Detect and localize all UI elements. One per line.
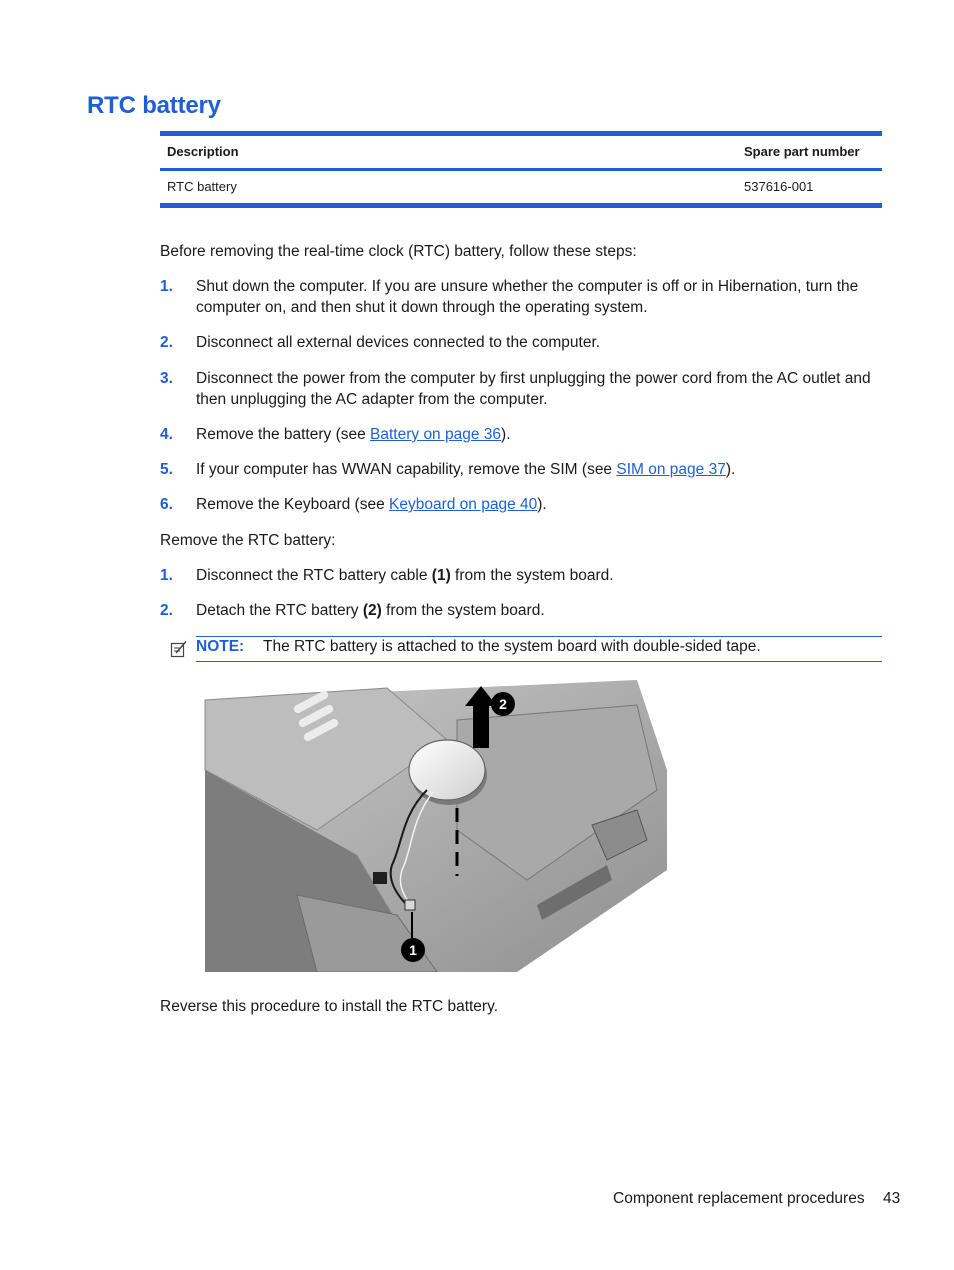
rtc-coin-battery — [409, 740, 485, 800]
note-label: NOTE: — [196, 638, 245, 655]
step-number: 2. — [160, 602, 173, 619]
sim-page-link[interactable]: SIM on page 37 — [616, 461, 726, 478]
step-text-before: Detach the RTC battery — [196, 602, 363, 619]
step-text — [196, 565, 882, 586]
step-text-after: from the system board. — [450, 567, 614, 584]
cable-plug — [405, 900, 415, 910]
step-text — [196, 424, 882, 445]
table-bottom-rule — [160, 203, 882, 208]
page-title: RTC battery — [87, 92, 221, 119]
remove-heading: Remove the RTC battery: — [160, 532, 336, 549]
step-text-after: ). — [725, 461, 736, 478]
step-text — [196, 494, 882, 515]
step-text-after: ). — [537, 496, 547, 513]
step-text-after: ). — [501, 426, 511, 443]
step-number: 6. — [160, 496, 173, 513]
footer-section-title: Component replacement procedures — [613, 1190, 865, 1207]
footer-page-number: 43 — [883, 1190, 901, 1207]
closing-paragraph: Reverse this procedure to install the RTC battery. — [160, 998, 498, 1015]
intro-paragraph: Before removing the real-time clock (RTC) battery, follow these steps: — [160, 243, 637, 260]
step-text: Shut down the computer. If you are unsure whether the computer is off or in Hibernation, turn the computer on, and then shut it down through the operating system. — [196, 278, 859, 316]
step-number: 1. — [160, 567, 173, 584]
step-text-before: Remove the Keyboard (see — [196, 496, 389, 513]
battery-page-link[interactable]: Battery on page 36 — [370, 426, 502, 443]
keyboard-page-link[interactable]: Keyboard on page 40 — [389, 496, 538, 513]
column-header-description: Description — [167, 144, 239, 159]
step-text — [196, 459, 882, 480]
note-text: The RTC battery is attached to the system board with double-sided tape. — [263, 638, 761, 655]
callout-reference: (1) — [431, 567, 451, 584]
table-header-row — [160, 136, 882, 168]
step-number: 5. — [160, 461, 173, 478]
step-number: 3. — [160, 370, 173, 387]
step-number: 4. — [160, 426, 173, 443]
column-header-spare-part-number: Spare part number — [744, 144, 860, 159]
cable-connector — [373, 872, 387, 884]
step-text-before: Disconnect the RTC battery cable — [196, 567, 432, 584]
step-text-after: from the system board. — [381, 602, 545, 619]
step-text — [196, 600, 882, 621]
step-text: Disconnect all external devices connected to the computer. — [196, 334, 601, 351]
callout-2-label: 2 — [499, 696, 507, 712]
step-text-before: Remove the battery (see — [196, 426, 371, 443]
step-number: 2. — [160, 334, 173, 351]
table-row — [160, 171, 882, 203]
cell-spare-part-number: 537616-001 — [744, 179, 814, 194]
step-text-before: If your computer has WWAN capability, remove the SIM (see — [196, 461, 617, 478]
note-box — [196, 636, 882, 662]
spare-parts-table — [160, 131, 882, 208]
callout-reference: (2) — [362, 602, 382, 619]
step-text: Disconnect the power from the computer by first unplugging the power cord from the AC outlet and then unplugging the AC adapter from the computer. — [196, 370, 871, 408]
step-number: 1. — [160, 278, 173, 295]
cell-description: RTC battery — [167, 179, 237, 194]
rtc-battery-illustration — [197, 680, 669, 972]
note-icon — [170, 640, 188, 658]
callout-1-label: 1 — [409, 942, 417, 958]
